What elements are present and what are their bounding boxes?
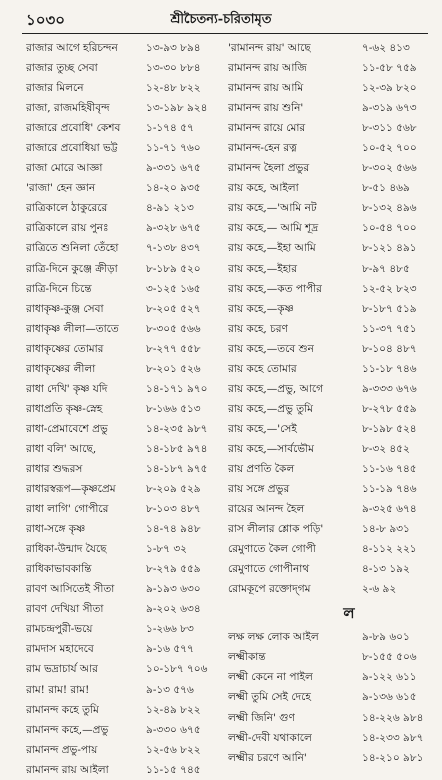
index-entry: [26, 279, 226, 299]
index-entry: [228, 118, 430, 138]
entry-reference: ৮-১০৪ ৪৮৭: [362, 342, 417, 355]
entry-reference: ৮-১৬৬ ৫১৩: [146, 402, 201, 415]
entry-reference: ১৪-২০ ৯৩৫: [146, 182, 201, 195]
entry-verse: 'রামানন্দ রায়' আছে: [228, 42, 311, 54]
index-entry: [26, 459, 226, 479]
entry-verse: রাধা বলি' আছে,: [26, 442, 97, 455]
entry-reference: ১১-৩৭ ৭৫১: [362, 322, 417, 335]
entry-verse: রামানন্দ রায়ে মোর: [228, 122, 306, 135]
entry-reference: ৮-৩০২ ৫৬৬: [362, 162, 417, 175]
entry-verse: রাধা দেখি' কৃষ্ণ যদি: [26, 382, 108, 395]
entry-verse: রায় কহে,—'আমি নট: [228, 202, 317, 215]
entry-verse: লক্ষ্মী তুমি সেই দেহে: [228, 691, 311, 704]
index-entry: [26, 760, 226, 780]
entry-verse: রায় কহে,—কত পাপীর: [228, 282, 322, 295]
index-entry: [228, 178, 430, 198]
index-entry: [26, 399, 226, 419]
entry-verse: রায় কহে তোমার: [228, 362, 297, 375]
entry-verse: রাধাকৃষ্ণ লীলা—তাতে: [26, 322, 119, 335]
entry-verse: রামানন্দ রায় শুনি': [228, 102, 304, 115]
entry-reference: ১৪-১৭১ ৯৭০: [146, 382, 208, 395]
entry-verse: রাজার মিলনে: [26, 82, 84, 95]
index-entry: [228, 748, 430, 768]
entry-verse: রায়ের আনন্দ হৈল: [228, 503, 305, 516]
index-entry: [228, 499, 430, 519]
entry-verse: রায় কহে,—প্রভু তুমি: [228, 402, 313, 415]
entry-reference: ১১-৭১ ৭৬০: [146, 142, 201, 155]
entry-reference: ৮-১২১ ৪৯১: [362, 242, 417, 255]
entry-reference: ১২-৫৬ ৮২২: [146, 743, 201, 756]
index-entry: [228, 419, 430, 439]
index-entry: [26, 619, 226, 639]
index-entry: [228, 479, 430, 499]
entry-reference: ৯-৩২৮ ৬৭৫: [146, 222, 201, 235]
entry-reference: ৯-১৩৬ ৬১৫: [362, 691, 417, 704]
index-entry: [26, 359, 226, 379]
entry-verse: লক্ষ্মীর চরণে আনি': [228, 751, 307, 764]
entry-verse: রাত্রি-দিনে কুঞ্জে ক্রীড়া: [26, 262, 118, 275]
index-entry: [228, 559, 430, 579]
index-entry: [26, 118, 226, 138]
entry-verse: রামানন্দ প্রভু-পায়: [26, 743, 98, 756]
entry-reference: ৪-১১২ ২২১: [362, 543, 417, 556]
entry-reference: ৯-৩৩০ ৬৭৫: [146, 723, 201, 736]
entry-verse: রাধাপ্রতি কৃষ্ণ-স্নেহ: [26, 402, 103, 415]
index-entry: [228, 647, 430, 667]
entry-reference: ৯-১২২ ৬১১: [362, 671, 417, 684]
entry-reference: ৯-১৬ ৫৭৭: [146, 643, 194, 656]
entry-verse: রাত্রিকালে রায় পুনঃ: [26, 222, 109, 235]
index-entry: [228, 339, 430, 359]
index-entry: [26, 539, 226, 559]
entry-verse: রামানন্দ-হেন রত্ন: [228, 142, 297, 155]
entry-reference: ৮-১৯৮ ৫২৪: [362, 422, 417, 435]
entry-reference: ৪-১৩ ১৯২: [362, 563, 410, 576]
entry-reference: ১০-১৮৭ ৭০৬: [146, 663, 208, 676]
entry-reference: ৮-২৭৮ ৫৫৯: [362, 402, 417, 415]
entry-reference: ১২-৪৮ ৮২২: [146, 82, 201, 95]
index-entry: [228, 218, 430, 238]
index-entry: [26, 259, 226, 279]
index-entry: [228, 519, 430, 539]
index-entry: [228, 728, 430, 748]
index-entry: [228, 687, 430, 707]
entry-verse: রাধাকৃষ্ণের তোমার: [26, 342, 104, 355]
index-entry: [228, 319, 430, 339]
index-entry: [26, 419, 226, 439]
entry-verse: লক্ষ্মী কেনে না পাইল: [228, 671, 313, 684]
index-entry: [228, 539, 430, 559]
entry-verse: রায় সঙ্গে প্রভুর: [228, 483, 290, 496]
entry-reference: ৮-১৮৯ ৫২০: [146, 262, 201, 275]
index-entry: [26, 499, 226, 519]
index-entry: [228, 238, 430, 258]
index-entry: [26, 519, 226, 539]
index-entry: [228, 379, 430, 399]
entry-verse: রায় প্রণতি কৈল: [228, 462, 295, 475]
left-column: [26, 38, 226, 780]
index-entry: [26, 559, 226, 579]
entry-verse: রাজা মোরে আজ্ঞা: [26, 162, 103, 175]
entry-verse: রাধাকৃষ্ণের লীলা: [26, 362, 96, 375]
entry-reference: ১৪-১৮৭ ৯৭৫: [146, 462, 208, 475]
entry-reference: ২-৬ ৯২: [362, 583, 397, 596]
index-entry: [228, 359, 430, 379]
index-entry: [26, 78, 226, 98]
entry-verse: রামানন্দ হৈলা প্রভুর: [228, 162, 310, 175]
entry-reference: ৯-৩৩১ ৬৭৫: [146, 162, 201, 175]
running-title: শ্রীচৈতন্য-চরিতামৃত: [170, 12, 272, 27]
entry-verse: রোমকূপে রক্তোদ্‌গম: [228, 583, 311, 596]
index-entry: [228, 158, 430, 178]
entry-reference: ৯-৩৩৩ ৬৭৬: [362, 382, 417, 395]
index-entry: [26, 158, 226, 178]
index-entry: [26, 659, 226, 679]
entry-reference: ১১-১৯ ৭৪৬: [362, 483, 417, 496]
entry-reference: ১১-১৮ ৭৪৬: [362, 362, 417, 375]
entry-reference: ৯-২০২ ৬৩৪: [146, 603, 201, 616]
entry-verse: রাত্রি-দিনে চিন্তে: [26, 282, 92, 295]
index-entry: [26, 138, 226, 158]
entry-verse: রাধারস্বরূপ—কৃষ্ণপ্রেম: [26, 483, 116, 496]
entry-reference: ৮-১৩২ ৪৯৬: [362, 202, 417, 215]
entry-reference: ৯-১৯৩ ৬৩০: [146, 583, 201, 596]
entry-reference: ৮-৩২ ৪৫২: [362, 442, 410, 455]
entry-reference: ৮-২৭৯ ৫৫৯: [146, 563, 201, 576]
entry-reference: ১৪-২১০ ৯৮১: [362, 751, 424, 764]
entry-reference: ৯-৩১৯ ৬৭৩: [362, 102, 417, 115]
entry-verse: রায় কহে,— আমি শূদ্র: [228, 222, 319, 235]
entry-verse: লক্ষ্মী জিনি' গুণ: [228, 711, 295, 724]
entry-reference: ১০-৫৪ ৭০০: [362, 222, 417, 235]
index-entry: [26, 198, 226, 218]
index-entry: [26, 680, 226, 700]
entry-reference: ৮-১৮৭ ৫১৯: [362, 302, 417, 315]
entry-verse: রাত্রিতে শুনিলা তেঁহো: [26, 242, 119, 255]
entry-verse: লক্ষ্মীকান্ত: [228, 651, 266, 664]
entry-reference: ৮-৩১১ ৫৬৮: [362, 122, 417, 135]
entry-reference: ১১-৫৮ ৭৫৯: [362, 62, 417, 75]
entry-reference: ৮-২০৫ ৫২৭: [146, 302, 201, 315]
index-entry: [228, 579, 430, 599]
entry-reference: ১৪-৮ ৯৩১: [362, 523, 410, 536]
index-entry: [26, 319, 226, 339]
entry-verse: রাস লীলার শ্লোক পড়ি': [228, 523, 324, 536]
entry-reference: ১-১৭৪ ৫৭: [146, 122, 194, 135]
index-entry: [26, 299, 226, 319]
entry-verse: রাজারে প্রবোধিয়া ভট্ট: [26, 142, 118, 155]
entry-reference: ১৪-১৮৫ ৯৭৪: [146, 442, 208, 455]
entry-reference: ৮-২০৯ ৫২৯: [146, 483, 201, 496]
entry-verse: রাধা-প্রেমাবেশে প্রভু: [26, 422, 108, 435]
index-entry: [26, 379, 226, 399]
index-entry: [228, 98, 430, 118]
index-entry: [228, 279, 430, 299]
index-entry: [228, 198, 430, 218]
entry-reference: ৩-১২৫ ১৬৫: [146, 282, 201, 295]
entry-verse: লক্ষ লক্ষ লোক আইল: [228, 631, 319, 644]
entry-verse: রামানন্দ কহে,—প্রভু: [26, 723, 109, 736]
index-entry: [26, 58, 226, 78]
entry-verse: রায় কহে, আইলা: [228, 182, 299, 195]
section-letter: ল: [343, 604, 355, 623]
index-entry: [26, 98, 226, 118]
entry-verse: রাজা, রাজমহিষীবৃন্দ: [26, 102, 110, 115]
entry-verse: রাধা-সঙ্গে কৃষ্ণ: [26, 523, 86, 536]
entry-reference: ৮-২৭৭ ৫৫৮: [146, 342, 201, 355]
entry-reference: ৮-৫১ ৪৬৯: [362, 182, 410, 195]
index-entry: [26, 639, 226, 659]
entry-verse: রায় কহে,—কৃষ্ণ: [228, 302, 294, 315]
entry-verse: লক্ষ্মী-দেবী যথাকালে: [228, 731, 312, 744]
index-entry: [26, 740, 226, 760]
entry-verse: রাধিকাভাবকান্তি: [26, 563, 92, 576]
index-entry: [26, 720, 226, 740]
entry-verse: রায় কহে,—তবে শুন: [228, 342, 314, 355]
entry-reference: ৯-৩২৫ ৬৭৪: [362, 503, 417, 516]
entry-reference: ৮-১০৩ ৪৮৭: [146, 503, 201, 516]
index-entry: [26, 178, 226, 198]
index-entry: [228, 667, 430, 687]
entry-verse: রেমুণাতে কৈল গোপী: [228, 543, 316, 556]
index-entry: [26, 238, 226, 258]
index-entry: [228, 58, 430, 78]
entry-reference: ৮-১৫৫ ৫০৬: [362, 651, 417, 664]
entry-reference: ৮-৯৭ ৪৮৫: [362, 262, 410, 275]
entry-verse: রেমুণাতে গোপীনাথ: [228, 563, 310, 576]
entry-verse: রামানন্দ কহে তুমি: [26, 703, 99, 716]
entry-reference: ১৩-৯৩ ৮৯৪: [146, 42, 201, 54]
entry-verse: রাম! রাম! রাম!: [26, 683, 90, 696]
entry-reference: ৯-৮৯ ৬০১: [362, 631, 410, 644]
index-entry: [26, 700, 226, 720]
index-entry: [228, 399, 430, 419]
entry-verse: রাম ভদ্রাচার্য আর: [26, 663, 98, 676]
index-entry: [228, 439, 430, 459]
entry-reference: ১৪-২৩৫ ৯৮৭: [146, 422, 208, 435]
entry-verse: রাত্রিকালে ঠাকুরেরে: [26, 202, 108, 215]
entry-verse: রাধার শুদ্ধরস: [26, 462, 83, 475]
entry-verse: রায় কহে,—প্রভু, আগে: [228, 382, 323, 395]
entry-verse: রায় কহে,—ইহা আমি: [228, 242, 316, 255]
entry-reference: ১১-১৫ ৭৪৫: [146, 763, 201, 776]
index-entry: [26, 218, 226, 238]
header-rule: [22, 33, 428, 34]
entry-reference: ১-২৬৬ ৮৩: [146, 623, 194, 636]
entry-verse: রায় কহে, চরণ: [228, 322, 288, 335]
entry-reference: ১২-৪৯ ৮২২: [146, 703, 201, 716]
entry-reference: ৯-১৩ ৫৭৬: [146, 683, 194, 696]
index-entry: [26, 339, 226, 359]
entry-verse: রায় কহে,—সার্বভৌম: [228, 442, 314, 455]
index-entry: [228, 708, 430, 728]
entry-reference: ১৩-১৯৮ ৯২৪: [146, 102, 208, 115]
entry-reference: ১-৮৭ ৩২: [146, 543, 187, 556]
entry-verse: রাবণ আসিতেই সীতা: [26, 583, 115, 596]
entry-reference: ৮-২০১ ৫২৬: [146, 362, 201, 375]
entry-verse: রামদাস মহাদেবে: [26, 643, 94, 656]
entry-reference: ১৪-৭৪ ৯৪৮: [146, 523, 201, 536]
index-entry: [228, 78, 430, 98]
right-column: [228, 38, 430, 768]
entry-reference: ১২-৫২ ৮২৩: [362, 282, 417, 295]
entry-verse: রামানন্দ রায় আমি: [228, 82, 304, 95]
entry-verse: 'রাজা' হেন জ্ঞান: [26, 182, 96, 195]
index-entry: [26, 479, 226, 499]
entry-reference: ১২-৩৯ ৮২০: [362, 82, 417, 95]
entry-reference: ৪-৯১ ২১৩: [146, 202, 194, 215]
entry-verse: রাজারে প্রবোধি' কেশব: [26, 122, 121, 135]
entry-verse: রায় কহে,—ইহার: [228, 262, 298, 275]
index-entry: [228, 38, 430, 58]
index-entry: [26, 579, 226, 599]
index-entry: [26, 38, 226, 58]
entry-verse: রামানন্দ রায় আইলা: [26, 763, 109, 776]
entry-reference: ৭-৬২ ৪১৩: [362, 42, 410, 54]
index-entry: [26, 439, 226, 459]
entry-verse: রাজার আগে হরিচন্দন: [26, 42, 118, 54]
index-entry: [26, 599, 226, 619]
entry-verse: রামচন্দ্রপুরী-ভয়ে: [26, 623, 93, 636]
entry-verse: রায় কহে,—'সেই: [228, 422, 297, 435]
entry-verse: রাজার তুচ্ছ সেবা: [26, 62, 98, 75]
entry-reference: ৭-১৩৮ ৪৩৭: [146, 242, 201, 255]
entry-reference: ১০-৫২ ৭০০: [362, 142, 417, 155]
entry-reference: ১৩-৩০ ৮৮৪: [146, 62, 201, 75]
index-entry: [228, 259, 430, 279]
entry-verse: রামানন্দ রায় আজি: [228, 62, 307, 75]
index-entry: [228, 138, 430, 158]
entry-reference: ১১-১৬ ৭৪৫: [362, 462, 417, 475]
entry-verse: রাধা লাগি' গোপীরে: [26, 503, 109, 516]
index-entry: [228, 627, 430, 647]
entry-verse: রাবণ দেখিয়া সীতা: [26, 603, 104, 616]
index-entry: [228, 459, 430, 479]
entry-reference: ৮-৩০৫ ৫৬৬: [146, 322, 201, 335]
entry-verse: রাধিকা-উন্মাদ যৈছে: [26, 543, 107, 556]
entry-reference: ১৪-২২৬ ৯৮৪: [362, 711, 424, 724]
entry-reference: ১৪-২৩৩ ৯৮৭: [362, 731, 424, 744]
entry-verse: রাধাকৃষ্ণ-কুঞ্জ সেবা: [26, 302, 104, 315]
index-entry: [228, 299, 430, 319]
page-number: ১০৩০: [26, 11, 65, 29]
